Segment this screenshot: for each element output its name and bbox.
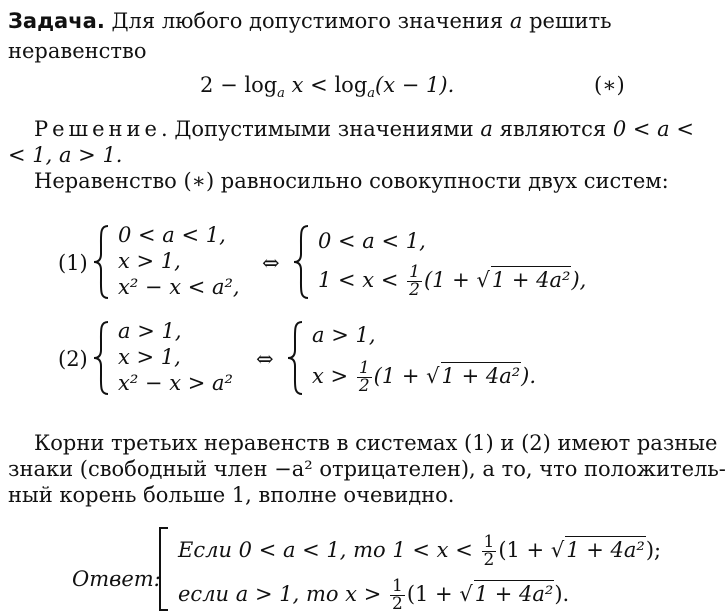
- system2-label-text: (2): [58, 347, 88, 371]
- answer-row1-paren: (1 +: [498, 538, 545, 562]
- system1-label-text: (1): [58, 251, 88, 275]
- system1-sqrt: √1 + 4a²: [476, 268, 571, 292]
- system1-left-row-3: [118, 274, 240, 300]
- remark-text-3: ный корень больше 1, вполне очевидно.: [8, 483, 455, 507]
- solution-cond-1: 0 < a <: [612, 117, 694, 141]
- system1-label: [58, 250, 88, 276]
- system1-right-brace: [292, 224, 310, 300]
- system1-left-row-1: [118, 222, 226, 248]
- solution-line-2: [8, 142, 123, 168]
- main-lt: <: [310, 73, 328, 97]
- system1-frac-num: 1: [409, 262, 420, 282]
- system1-left-eq-2: x > 1,: [118, 249, 181, 273]
- main-log-2: log: [334, 73, 368, 97]
- system2-left-eq-2: x > 1,: [118, 345, 181, 369]
- system1-right-row-1: [318, 228, 426, 254]
- main-log-base-1: a: [277, 86, 285, 102]
- system2-equiv-arrow: ⇔: [256, 347, 274, 371]
- answer-row1-fraction: [482, 534, 497, 569]
- solution-dot: .: [160, 117, 168, 141]
- task-heading: Задача: [8, 9, 97, 33]
- system1-right-close: ),: [571, 268, 587, 292]
- answer-row1-sqrt: √1 + 4a²: [550, 538, 645, 562]
- solution-label: Решение: [34, 117, 161, 141]
- system2-right-paren: (1 +: [373, 364, 420, 388]
- system2-sqrt-content: 1 + 4a²: [441, 364, 521, 388]
- remark-text-1: Корни третьих неравенств в системах (1) и (2) имеют разные: [34, 431, 718, 455]
- system2-fraction: [357, 360, 372, 395]
- answer-row2-fraction: [390, 578, 405, 613]
- equation-tag-text: (∗): [594, 73, 625, 97]
- task-text-3: неравенство: [8, 39, 147, 63]
- system1-right-lhs: 1 < x <: [318, 268, 399, 292]
- system1-left-eq-1: 0 < a < 1,: [118, 223, 226, 247]
- solution-line-3: [34, 168, 669, 194]
- answer-row1-sqrt-content: 1 + 4a²: [566, 538, 645, 562]
- system2-left-row-3: [118, 370, 233, 396]
- system1-right-paren: (1 +: [423, 268, 470, 292]
- task-var-a: a: [509, 9, 523, 33]
- remark-line-2: [8, 456, 726, 482]
- answer-row2-paren: (1 +: [406, 582, 453, 606]
- answer-bracket: [156, 526, 170, 612]
- solution-line-1: [34, 116, 694, 142]
- system2-right-row-2: [312, 360, 536, 395]
- system2-label: [58, 346, 88, 372]
- system1-right-row-2: [318, 264, 586, 299]
- system2-sqrt: √1 + 4a²: [426, 364, 521, 388]
- system2-right-lhs: x >: [312, 364, 349, 388]
- solution-text-1: Допустимыми значениями: [174, 117, 474, 141]
- system2-right-row-1: [312, 322, 376, 348]
- system1-arrow: [262, 250, 280, 276]
- answer-row2-sqrt: √1 + 4a²: [459, 582, 554, 606]
- system2-left-row-2: [118, 344, 181, 370]
- solution-equiv-text: Неравенство (∗) равносильно совокупности двух систем:: [34, 169, 669, 193]
- system1-left-eq-3: x² − x < a²,: [118, 275, 240, 299]
- system1-right-eq-1: 0 < a < 1,: [318, 229, 426, 253]
- system2-right-eq-1: a > 1,: [312, 323, 376, 347]
- answer-label-text: Ответ:: [72, 567, 161, 591]
- remark-line-3: [8, 482, 454, 508]
- solution-cond-2: < 1, a > 1.: [8, 143, 123, 167]
- main-x: x: [291, 73, 304, 97]
- main-rhs-arg: (x − 1).: [375, 73, 455, 97]
- task-text-2: решить: [529, 9, 612, 33]
- task-text-1: Для любого допустимого значения: [111, 9, 504, 33]
- task-line-2: [8, 38, 146, 64]
- system2-left-eq-3: x² − x > a²: [118, 371, 233, 395]
- main-log-base-2: a: [367, 86, 376, 102]
- main-log-1: log: [244, 73, 278, 97]
- answer-row2-frac-den: 2: [391, 594, 403, 614]
- equation-tag: [594, 72, 625, 98]
- solution-var-a: a: [480, 117, 493, 141]
- answer-row2-close: ).: [554, 582, 570, 606]
- system1-sqrt-content: 1 + 4a²: [491, 268, 571, 292]
- system2-right-brace: [286, 320, 304, 396]
- main-minus: −: [220, 73, 238, 97]
- answer-row-1: [178, 534, 661, 569]
- system1-frac-den: 2: [409, 280, 420, 300]
- system2-arrow: [256, 346, 274, 372]
- answer-row2-text: если a > 1, то x >: [178, 582, 382, 606]
- system1-left-row-2: [118, 248, 181, 274]
- system1-fraction: [407, 264, 422, 299]
- system2-left-eq-1: a > 1,: [118, 319, 182, 343]
- answer-label: [72, 566, 161, 592]
- system1-equiv-arrow: ⇔: [262, 251, 280, 275]
- remark-text-2: знаки (свободный член −a² отрицателен), а то, что положитель-: [8, 457, 726, 481]
- answer-row-2: [178, 578, 569, 613]
- answer-row1-text: Если 0 < a < 1, то 1 < x <: [178, 538, 473, 562]
- system2-frac-num: 1: [358, 358, 370, 378]
- system2-left-row-1: [118, 318, 182, 344]
- answer-row2-frac-num: 1: [391, 576, 403, 596]
- answer-row1-close: );: [645, 538, 662, 562]
- system2-right-close: ).: [521, 364, 537, 388]
- remark-line-1: [34, 430, 717, 456]
- answer-row1-frac-num: 1: [483, 532, 495, 552]
- system2-left-brace: [92, 320, 110, 396]
- system2-frac-den: 2: [358, 376, 370, 396]
- main-inequality: [200, 72, 455, 102]
- solution-text-2: являются: [499, 117, 607, 141]
- answer-row1-frac-den: 2: [483, 550, 495, 570]
- task-line-1: [8, 8, 612, 34]
- main-lhs-number: 2: [200, 73, 214, 97]
- answer-row2-sqrt-content: 1 + 4a²: [474, 582, 554, 606]
- task-heading-dot: .: [96, 9, 105, 33]
- system1-left-brace: [92, 224, 110, 300]
